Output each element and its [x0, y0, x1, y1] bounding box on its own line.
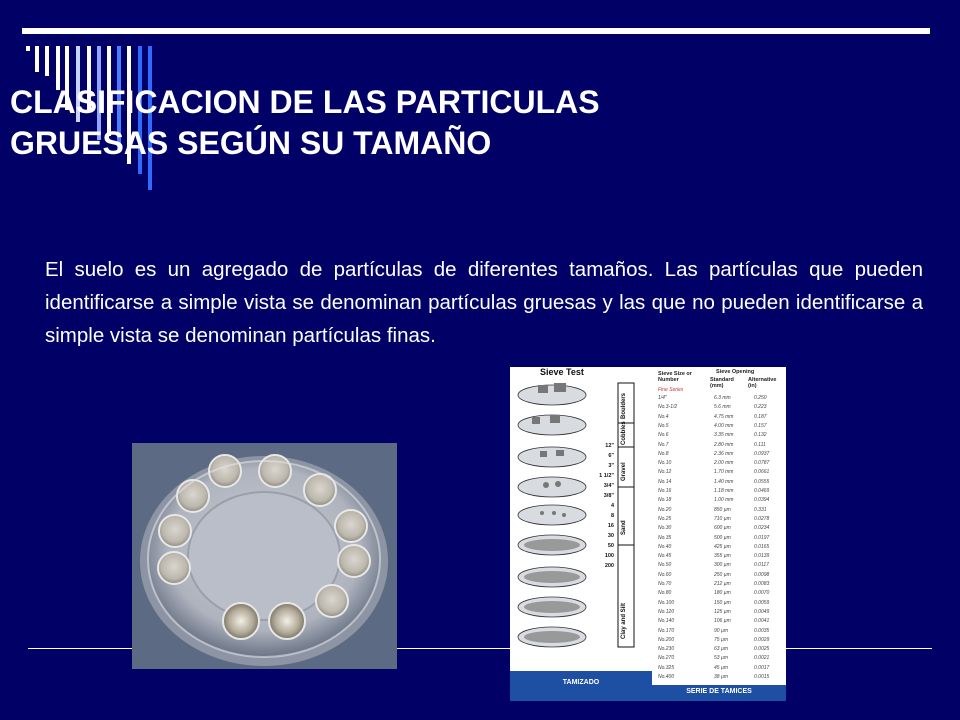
sieve-table-cell: No.7 — [658, 441, 669, 448]
class-label-gravel: Gravel — [621, 462, 627, 481]
sieve-table-cell: 600 µm — [714, 525, 731, 532]
sieve-stack-illustration — [510, 367, 652, 671]
size-label: 6" — [608, 453, 614, 459]
sieve-table-cell: 0.0017 — [754, 664, 770, 671]
sieve-table-cell: 0.0098 — [754, 571, 770, 578]
class-label-cobbles: Cobbles — [621, 421, 627, 445]
sieve-table-cell: 0.0394 — [754, 497, 770, 504]
sieve-table-cell: 0.132 — [754, 432, 767, 439]
title-line-2: GRUESAS SEGÚN SU TAMAÑO — [10, 125, 492, 161]
col-alternative-header: Alternative (in) — [748, 377, 777, 389]
sieve-table-cell: 53 µm — [714, 655, 728, 662]
serie-de-tamices-caption: SERIE DE TAMICES — [686, 688, 752, 695]
sieve-table-cell: 0.223 — [754, 404, 767, 411]
sieve-table-cell: 0.0278 — [754, 515, 770, 522]
sieve-table-cell: 90 µm — [714, 627, 728, 634]
sieve-table-cell: 75 µm — [714, 636, 728, 643]
sieve-table-cell: No.5 — [658, 422, 669, 429]
sieve-table-cell: 710 µm — [714, 515, 731, 522]
class-label-sand: Sand — [621, 520, 627, 535]
slide-title — [10, 82, 910, 164]
sieve-table-cell: 500 µm — [714, 534, 731, 541]
sieve-table-cell: 0.0555 — [754, 478, 770, 485]
sieve-table-cell: 850 µm — [714, 506, 731, 513]
sieve-table-cell: No.200 — [658, 636, 675, 643]
sieve-table-cell: 4.00 mm — [714, 422, 734, 429]
sieve-table-cell: 300 µm — [714, 562, 731, 569]
sieve-table-cell: 0.187 — [754, 413, 767, 420]
sieve-table-cell: No.140 — [658, 618, 675, 625]
col-standard-header: Standard (mm) — [710, 377, 734, 389]
sieve-table-cell: No.4 — [658, 413, 669, 420]
sieve-table-cell: No.20 — [658, 506, 672, 513]
sieve-table-cell: 0.0041 — [754, 618, 770, 625]
sieve-table-cell: 1.18 mm — [714, 488, 734, 494]
sieve-table-cell: No.50 — [658, 562, 672, 569]
sieve-table-cell: No.40 — [658, 543, 672, 550]
sieve-table-cell: 4.75 mm — [714, 413, 734, 420]
sieve-table-cell: No.230 — [658, 646, 675, 653]
sieve-table-cell: 6.3 mm — [714, 395, 731, 401]
title-line-1: CLASIFICACION DE LAS PARTICULAS — [10, 84, 600, 120]
class-label-clay-silt: Clay and Silt — [621, 602, 627, 639]
size-label: 4 — [610, 503, 614, 509]
sieve-table-cell: 180 µm — [714, 590, 731, 597]
sieve-table-cell: 0.0469 — [754, 488, 770, 494]
sieve-table-cell: No.12 — [658, 469, 672, 476]
soil-samples-photo — [132, 443, 397, 669]
top-decorative-rule — [22, 28, 930, 34]
tamizado-band — [510, 671, 652, 701]
sieve-test-chart — [510, 367, 786, 701]
sieve-table-cell: No.400 — [658, 674, 675, 680]
sieve-table-cell: No.8 — [658, 450, 669, 457]
size-label: 3" — [608, 463, 614, 469]
sieve-illustration-panel — [510, 367, 652, 701]
size-label: 200 — [604, 563, 614, 569]
sieve-table-cell: 0.0059 — [754, 599, 770, 606]
size-label: 50 — [607, 543, 614, 549]
sieve-table-cell: 0.0049 — [754, 608, 770, 615]
sieve-table-cell: 212 µm — [714, 581, 731, 587]
size-label: 16 — [607, 523, 614, 529]
sieve-table-cell: 45 µm — [714, 664, 728, 671]
sieve-table-cell: No.120 — [658, 608, 675, 615]
sieve-table-cell: No.35 — [658, 534, 672, 541]
sieve-table-cell: No.70 — [658, 581, 672, 587]
soil-samples-illustration — [132, 443, 397, 669]
size-label: 3/8" — [603, 493, 614, 499]
sieve-table-cell: No.6 — [658, 432, 669, 439]
sieve-table-cell: 2.80 mm — [714, 441, 734, 448]
sieve-table-cell: 125 µm — [714, 608, 731, 615]
sieve-table-cell: 38 µm — [714, 674, 728, 680]
sieve-table-cell: No.80 — [658, 590, 672, 597]
sieve-table-cell: No.170 — [658, 627, 675, 634]
fine-series-label: Fine Series — [658, 387, 684, 393]
class-label-boulders: Boulders — [621, 392, 627, 419]
size-label: 12" — [605, 443, 614, 449]
sieve-table-cell: 0.0117 — [754, 562, 769, 569]
sieve-table-cell: 0.0021 — [754, 655, 770, 662]
sieve-table-cell: 106 µm — [714, 618, 731, 625]
sieve-table-cell: No.16 — [658, 488, 672, 494]
col-size-header: Sieve Size or Number — [658, 371, 692, 383]
sieve-table-cell: 2.00 mm — [714, 460, 734, 467]
sieve-table-cell: 1.70 mm — [714, 469, 734, 476]
sieve-table-cell: 355 µm — [714, 553, 731, 560]
sieve-series-table — [652, 367, 786, 701]
size-label: 100 — [604, 553, 614, 559]
col-opening-header: Sieve Opening — [716, 369, 755, 375]
sieve-table-cell: 0.0070 — [754, 590, 770, 597]
sieve-table-cell: No.270 — [658, 655, 675, 662]
sieve-table-cell: No.14 — [658, 478, 672, 485]
sieve-table-cell: 0.0083 — [754, 581, 770, 587]
sieve-table-cell: 0.157 — [754, 422, 767, 429]
sieve-table-cell: 0.0197 — [754, 534, 770, 541]
sieve-table-cell: 0.0165 — [754, 543, 770, 550]
sieve-table-cell: 0.0029 — [754, 636, 770, 643]
sieve-table-cell: 0.0015 — [754, 674, 770, 680]
sieve-table-cell: 250 µm — [714, 571, 731, 578]
sieve-table-cell: 0.250 — [754, 395, 767, 401]
sieve-table-cell: No.30 — [658, 525, 672, 532]
size-label: 8 — [610, 513, 614, 519]
sieve-table-cell: No.18 — [658, 497, 672, 504]
sieve-test-title: Sieve Test — [540, 367, 584, 377]
sieve-table-cell: No.10 — [658, 460, 672, 467]
sieve-table-cell: 425 µm — [714, 543, 731, 550]
sieve-table-cell: No.60 — [658, 571, 672, 578]
sieve-table-cell: No.25 — [658, 515, 672, 522]
sieve-table-cell: 0.331 — [754, 506, 767, 513]
sieve-table-cell: 2.36 mm — [714, 450, 734, 457]
size-label: 30 — [607, 533, 614, 539]
sieve-table-cell: 5.6 mm — [714, 404, 731, 411]
sieve-table-cell: No.45 — [658, 553, 672, 560]
sieve-table-cell: 0.0035 — [754, 627, 770, 634]
sieve-table-cell: 0.0139 — [754, 553, 770, 560]
tamizado-caption: TAMIZADO — [562, 679, 600, 686]
sieve-table-cell: No.325 — [658, 664, 675, 671]
sieve-table-cell: No.100 — [658, 599, 675, 606]
sieve-table-cell: 63 µm — [714, 646, 728, 653]
body-paragraph: El suelo es un agregado de partículas de diferentes tamaños. Las partículas que pueden identificarse a simple vista se denominan partículas gruesas y las que no pueden identificarse a simple vista se denominan partículas finas. — [45, 258, 923, 347]
size-label: 3/4" — [603, 483, 614, 489]
sieve-table-cell: 1.00 mm — [714, 497, 734, 504]
sieve-table-cell: 1/4" — [658, 395, 667, 401]
sieve-table-cell: 0.0787 — [754, 460, 770, 467]
sieve-table-cell: 3.35 mm — [714, 432, 734, 439]
sieve-table-cell: No.3-1/2 — [658, 404, 678, 411]
sieve-table-cell: 0.0661 — [754, 469, 770, 476]
sieve-table-cell: 0.0234 — [754, 525, 770, 532]
size-label: 1 1/2" — [599, 473, 614, 479]
sieve-table-cell: 150 µm — [714, 599, 731, 606]
sieve-table-cell: 0.0937 — [754, 450, 770, 457]
sieve-table-cell: 1.40 mm — [714, 478, 734, 485]
sieve-table-cell: 0.0025 — [754, 646, 770, 653]
sieve-table-cell: 0.111 — [754, 441, 766, 448]
